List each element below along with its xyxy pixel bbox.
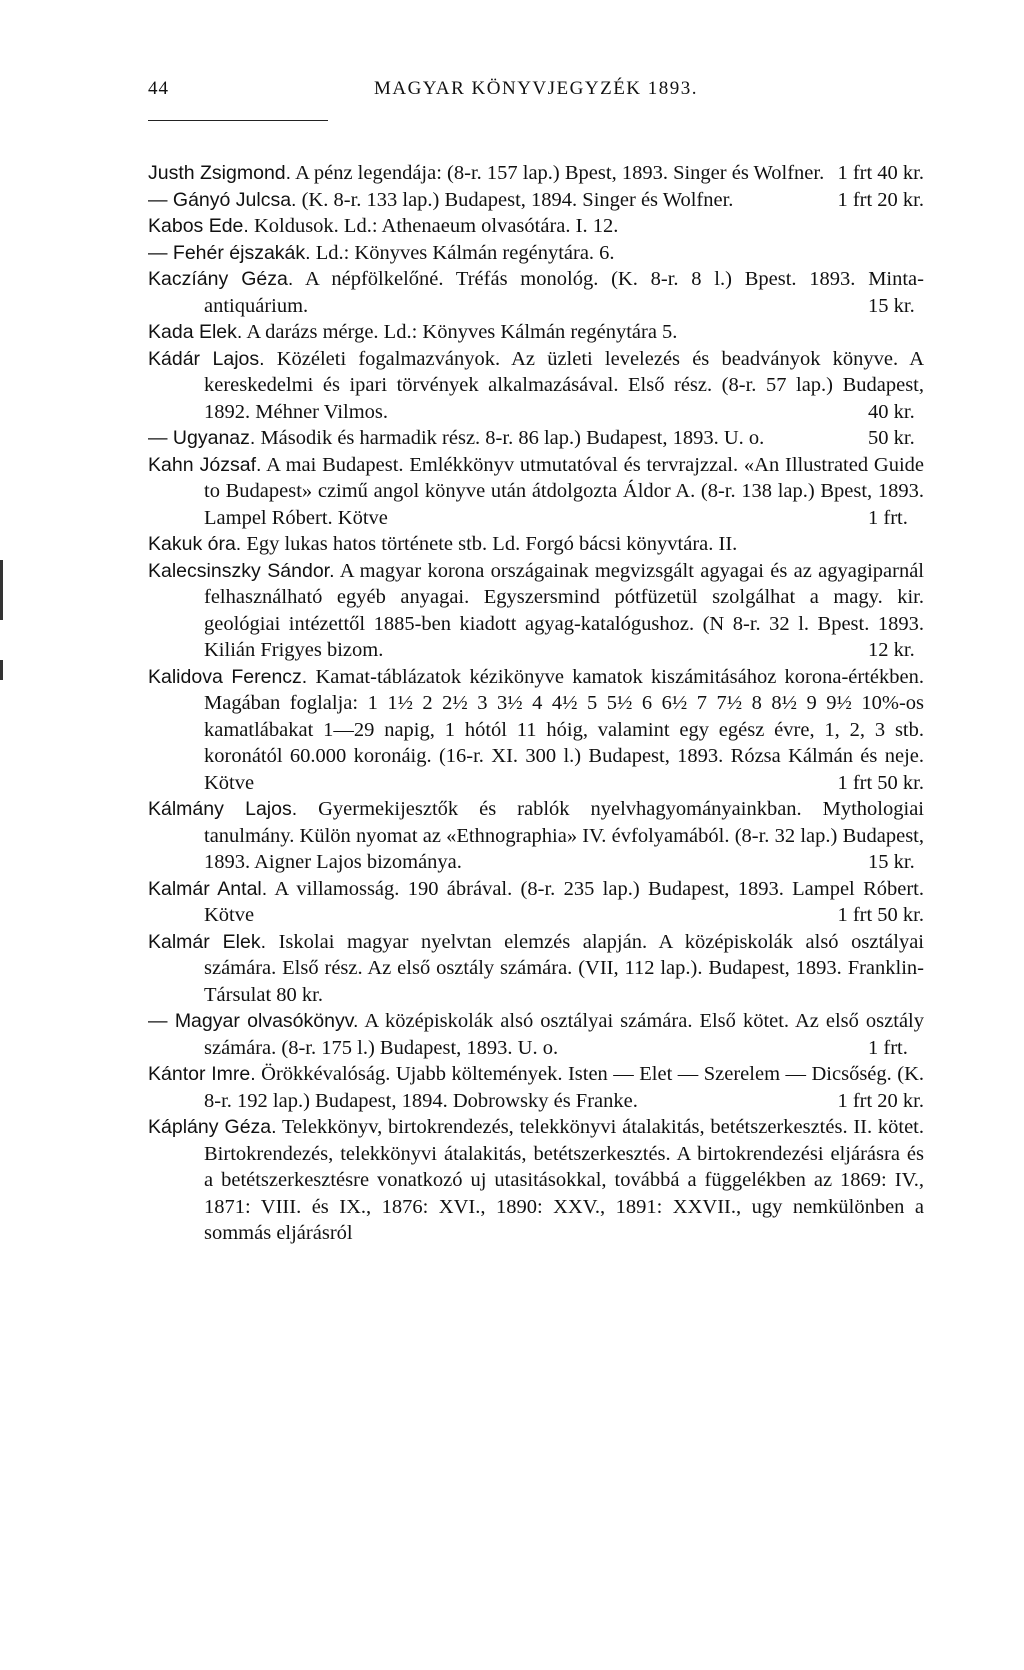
entry-text: Telekkönyv, birtokrendezés, telekkönyvi átalakitás, betétszerkesztés. II. kötet. Birtokrendezés, telekkönyvi átalakitás, betétszerkesztés. A birtokrendezési eljárásra és a betétszerkesztésre vonatkozó uj utasitásokkal, továbbá a függelékben az 1869: IV., 1871: VIII. és IX., 1876: XVI., 1890: XXV., 1891: XXVII., ugy nemkülönben a sommás eljárásról xyxy=(204,1116,924,1244)
entry-author: — Fehér éjszakák. xyxy=(148,241,311,264)
bibliography-entry: Kalecsinszky Sándor. A magyar korona országainak megvizsgált agyagai és az agyagiparnál felhasználható egyéb anyagai. Egyszersmind pótfüzetül szolgálhat a magy. kir. geológiai intézettől 1885-ben kiadott agyag-katalógushoz. (N 8-r. 32 l. Bpest. 1893. Kilián Frigyes bizom. 12 kr. xyxy=(148,559,924,661)
entry-author: Kántor Imre. xyxy=(148,1063,256,1085)
bibliography-entry xyxy=(148,929,924,1009)
entry-text: A pénz legendája: (8-r. 157 lap.) Bpest, 1893. Singer és Wolfner. xyxy=(295,162,825,184)
entry-text: Koldusok. Ld.: Athenaeum olvasótára. I. 12. xyxy=(253,215,619,237)
bibliography-entry xyxy=(148,531,924,558)
running-title: MAGYAR KÖNYVJEGYZÉK 1893. xyxy=(373,78,699,99)
entry-author: Kahn Józsaf. xyxy=(148,453,262,476)
entry-text: A darázs mérge. Ld.: Könyves Kálmán regénytára 5. xyxy=(246,321,678,343)
scan-edge-mark xyxy=(0,560,3,620)
bibliography-entry xyxy=(148,1114,924,1247)
scan-edge-mark xyxy=(0,660,3,680)
entry-author: — Gányó Julcsa. xyxy=(148,188,297,211)
entry-author: Kada Elek. xyxy=(148,321,243,343)
entry-price: 1 frt 50 kr. xyxy=(837,771,924,794)
entry-text: A népfölkelőné. Tréfás monológ. (K. 8-r. 8 l.) Bpest. 1893. Minta-antiquárium. xyxy=(204,268,924,317)
bibliography-list xyxy=(148,160,924,1247)
entry-author: Kalmár Elek. xyxy=(148,930,266,953)
entry-text: Ld.: Könyves Kálmán regénytára. 6. xyxy=(315,241,615,264)
bibliography-entry xyxy=(148,187,924,214)
entry-price: 1 frt 20 kr. xyxy=(837,188,924,211)
entry-author: Káplány Géza. xyxy=(148,1116,277,1138)
entry-author: Kalecsinszky Sándor. xyxy=(148,559,335,582)
entry-text: Egy lukas hatos története stb. Ld. Forgó bácsi könyvtára. II. xyxy=(246,533,738,555)
page-number: 44 xyxy=(148,78,169,99)
entry-author: Kalidova Ferencz. xyxy=(148,665,308,688)
bibliography-entry xyxy=(148,160,924,187)
entry-author: — Ugyanaz. xyxy=(148,427,256,449)
entry-author: Kabos Ede. xyxy=(148,215,249,237)
entry-author: — Magyar olvasókönyv. xyxy=(148,1010,359,1032)
bibliography-entry xyxy=(148,876,924,929)
entry-price: 1 frt 20 kr. xyxy=(837,1089,924,1112)
bibliography-entry: Kaczíány Géza. A népfölkelőné. Tréfás monológ. (K. 8-r. 8 l.) Bpest. 1893. Minta-antiquárium. 15 kr. xyxy=(148,268,924,317)
entry-text: Kamat-táblázatok kézikönyve kamatok kiszámitásához korona-értékben. Magában foglalja: 1 1½ 2 2½ 3 3½ 4 4½ 5 5½ 6 6½ 7 7½ 8 8½ 9 9½ 10%-os kamatlábakat 1—29 napig, 1 hótól 11 hóig, valamint egy egész évre, 1, 2, 3 stb. koronától 60.000 koronáig. (16-r. XI. 300 l.) Budapest, 1893. Rózsa Kálmán és neje. Kötve xyxy=(204,665,924,794)
entry-author: Kálmány Lajos. xyxy=(148,798,298,820)
entry-text: Második és harmadik rész. 8-r. 86 lap.) Budapest, 1893. U. o. xyxy=(260,427,765,449)
bibliography-entry: Kálmány Lajos. Gyermekijesztők és rablók nyelvhagyományainkban. Mythologiai tanulmány. Külön nyomat az «Ethnographia» IV. évfolyamából. (8-r. 32 lap.) Budapest, 1893. Aigner Lajos bizománya. 15 kr. xyxy=(148,798,924,873)
bibliography-entry xyxy=(148,1061,924,1114)
entry-price: 1 frt 40 kr. xyxy=(837,162,924,184)
entry-text: A magyar korona országainak megvizsgált agyagai és az agyagiparnál felhasználható egyéb anyagai. Egyszersmind pótfüzetül szolgálhat a magy. kir. geológiai intézettől 1885-ben kiadott agyag-katalógushoz. (N 8-r. 32 l. Bpest. 1893. Kilián Frigyes bizom. xyxy=(204,559,924,661)
bibliography-entry xyxy=(148,319,924,346)
bibliography-entry xyxy=(148,240,924,267)
entry-author: Kaczíány Géza. xyxy=(148,268,294,290)
entry-text: (K. 8-r. 133 lap.) Budapest, 1894. Singer és Wolfner. xyxy=(301,188,734,211)
entry-author: Justh Zsigmond. xyxy=(148,162,292,184)
entry-text: Iskolai magyar nyelvtan elemzés alapján. A középiskolák alsó osztályai számára. Első rész. Az első osztály számára. (VII, 112 lap.). Budapest, 1893. Franklin-Társulat 80 kr. xyxy=(204,930,925,1006)
entry-author: Kádár Lajos. xyxy=(148,347,265,370)
header-rule xyxy=(148,120,328,121)
entry-author: Kalmár Antal. xyxy=(148,877,268,900)
entry-text: Gyermekijesztők és rablók nyelvhagyományainkban. Mythologiai tanulmány. Külön nyomat az «Ethnographia» IV. évfolyamából. (8-r. 32 lap.) Budapest, 1893. Aigner Lajos bizománya. xyxy=(204,798,924,873)
bibliography-entry xyxy=(148,213,924,240)
entry-text: Közéleti fogalmazványok. Az üzleti levelezés és beadványok könyve. A kereskedelmi és ipari törvények alkalmazásával. Első rész. (8-r. 57 lap.) Budapest, 1892. Méhner Vilmos. xyxy=(204,347,925,423)
page-header xyxy=(148,78,924,104)
bibliography-entry: Kádár Lajos. Közéleti fogalmazványok. Az üzleti levelezés és beadványok könyve. A kereskedelmi és ipari törvények alkalmazásával. Első rész. (8-r. 57 lap.) Budapest, 1892. Méhner Vilmos. 40 kr. xyxy=(148,347,925,423)
bibliography-entry: Kahn Józsaf. A mai Budapest. Emlékkönyv utmutatóval és tervrajzzal. «An Illustrated Guide to Budapest» czimű angol könyve után átdolgozta Áldor A. (8-r. 138 lap.) Bpest, 1893. Lampel Róbert. Kötve 1 frt. xyxy=(148,453,924,529)
bibliography-entry xyxy=(148,664,924,797)
entry-author: Kakuk óra. xyxy=(148,533,242,555)
bibliography-entry: — Ugyanaz. Második és harmadik rész. 8-r. 86 lap.) Budapest, 1893. U. o. 50 kr. xyxy=(148,427,915,449)
bibliography-entry: — Magyar olvasókönyv. A középiskolák alsó osztályai számára. Első kötet. Az első osztály számára. (8-r. 175 l.) Budapest, 1893. U. o. 1 frt. xyxy=(148,1010,924,1059)
entry-text: A középiskolák alsó osztályai számára. Első kötet. Az első osztály számára. (8-r. 175 l.) Budapest, 1893. U. o. xyxy=(204,1010,924,1059)
entry-text: A mai Budapest. Emlékkönyv utmutatóval és tervrajzzal. «An Illustrated Guide to Budapest» czimű angol könyve után átdolgozta Áldor A. (8-r. 138 lap.) Bpest, 1893. Lampel Róbert. Kötve xyxy=(204,453,924,529)
entry-text: A villamosság. 190 ábrával. (8-r. 235 lap.) Budapest, 1893. Lampel Róbert. Kötve xyxy=(204,877,924,926)
entry-text: Örökkévalóság. Ujabb költemények. Isten — Elet — Szerelem — Dicsőség. (K. 8-r. 192 lap.) Budapest, 1894. Dobrowsky és Franke. xyxy=(204,1063,925,1112)
entry-price: 1 frt 50 kr. xyxy=(837,904,924,926)
